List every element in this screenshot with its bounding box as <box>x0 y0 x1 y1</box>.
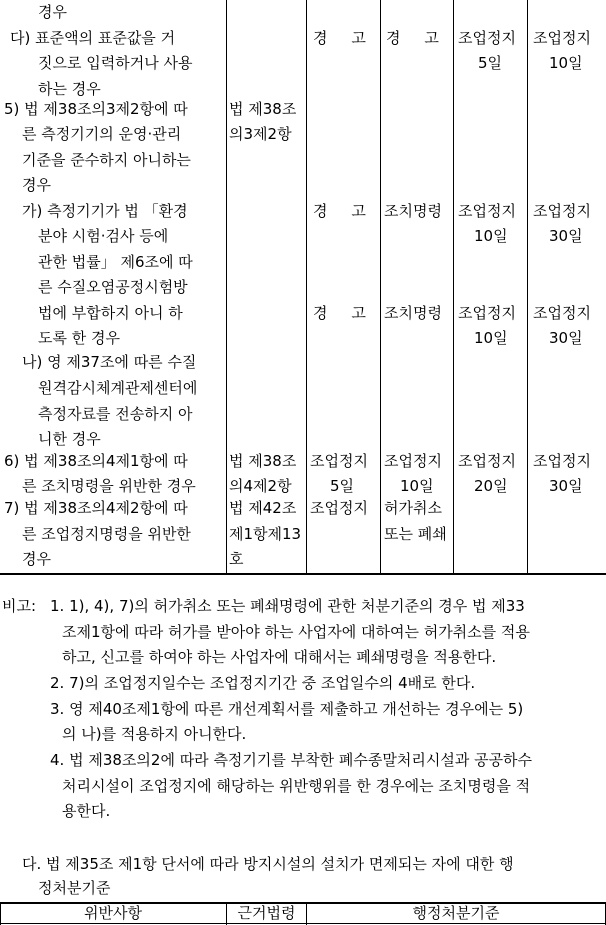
remark-line: 1. 1), 4), 7)의 허가취소 또는 폐쇄명령에 관한 처분기준의 경우 법 제33 <box>50 597 525 615</box>
penalty-2nd: 10일 <box>400 477 434 495</box>
penalty-4th: 10일 <box>549 54 583 72</box>
remark-line: 3. 영 제40조제1항에 따른 개선계획서를 제출하고 개선하는 경우에는 5) <box>50 700 524 718</box>
violation-line: 관한 법률」 제6조에 따 <box>38 253 193 271</box>
violation-line: 나) 영 제37조에 따른 수질 <box>22 353 197 371</box>
penalty-1st: 조업정지 <box>310 452 368 470</box>
section-title: 정처분기준 <box>38 879 111 897</box>
penalty-4th: 30일 <box>549 329 583 347</box>
header-violation: 위반사항 <box>84 904 142 922</box>
penalty-3rd: 조업정지 <box>458 304 516 322</box>
penalty-3rd: 조업정지 <box>458 29 516 47</box>
violation-line: 법에 부합하지 아니 하 <box>38 304 183 322</box>
law-ref: 법 제38조 <box>229 100 297 118</box>
violation-line: 기준을 준수하지 아니하는 <box>22 151 191 169</box>
violation-line: 7) 법 제38조의4제2항에 따 <box>4 499 188 517</box>
violation-line: 경우 <box>38 3 67 21</box>
penalty-2nd: 허가취소 <box>384 499 442 517</box>
remark-line: 하고, 신고를 하여야 하는 사업자에 대해서는 폐쇄명령을 적용한다. <box>62 648 497 666</box>
violation-line: 니한 경우 <box>38 430 101 448</box>
penalty-2nd: 경 고 <box>386 29 439 47</box>
penalty-1st: 경 고 <box>313 202 366 220</box>
violation-line: 른 측정기기의 운영·관리 <box>22 125 182 143</box>
remarks-label: 비고: <box>2 597 37 615</box>
table-col-line-2 <box>306 0 307 574</box>
section-title: 다. 법 제35조 제1항 단서에 따라 방지시설의 설치가 면제되는 자에 대한 행 <box>22 855 514 873</box>
penalty-4th: 조업정지 <box>533 304 591 322</box>
violation-line: 가) 측정기기가 법 「환경 <box>22 202 188 220</box>
penalty-3rd: 조업정지 <box>458 452 516 470</box>
remark-line: 처리시설이 조업정지에 해당하는 위반행위를 한 경우에는 조치명령을 적 <box>62 777 531 795</box>
table-col-line-5 <box>527 0 528 574</box>
violation-line: 른 조치명령을 위반한 경우 <box>22 477 196 495</box>
penalty-2nd: 조치명령 <box>384 202 442 220</box>
law-ref: 호 <box>229 550 244 568</box>
header-bottom-border <box>0 923 606 924</box>
penalty-3rd: 20일 <box>474 477 508 495</box>
header-penalty: 행정처분기준 <box>412 904 500 922</box>
violation-line: 분야 시험·검사 등에 <box>38 227 169 245</box>
violation-line: 원격감시체계관제센터에 <box>38 379 198 397</box>
violation-line: 른 수질오염공정시험방 <box>38 278 188 296</box>
penalty-3rd: 10일 <box>474 227 508 245</box>
penalty-2nd: 조치명령 <box>384 304 442 322</box>
remark-line: 2. 7)의 조업정지일수는 조업정지기간 중 조업일수의 4배로 한다. <box>50 674 476 692</box>
violation-line: 6) 법 제38조의4제1항에 따 <box>4 452 188 470</box>
law-ref: 법 제38조 <box>229 452 297 470</box>
penalty-3rd: 10일 <box>474 329 508 347</box>
penalty-4th: 조업정지 <box>533 452 591 470</box>
penalty-1st: 조업정지 <box>310 499 368 517</box>
penalty-1st: 경 고 <box>313 29 366 47</box>
violation-line: 짓으로 입력하거나 사용 <box>38 54 193 72</box>
law-ref: 의4제2항 <box>229 477 292 495</box>
law-ref: 법 제42조 <box>229 499 297 517</box>
penalty-4th: 30일 <box>549 477 583 495</box>
header-law: 근거법령 <box>237 904 296 922</box>
remark-line: 조제1항에 따라 허가를 받아야 하는 사업자에 대하여는 허가취소를 적용 <box>62 623 530 641</box>
violation-line: 경우 <box>22 550 51 568</box>
table-bottom-border <box>0 573 606 575</box>
remark-line: 4. 법 제38조의2에 따라 측정기기를 부착한 폐수종말처리시설과 공공하수 <box>50 751 533 769</box>
violation-line: 경우 <box>22 176 51 194</box>
penalty-4th: 조업정지 <box>533 29 591 47</box>
penalty-1st: 5일 <box>330 477 355 495</box>
table-col-line-3 <box>380 0 381 574</box>
violation-line: 측정자료를 전송하지 아 <box>38 405 193 423</box>
violation-line: 도록 한 경우 <box>38 329 120 347</box>
violation-line: 5) 법 제38조의3제2항에 따 <box>4 100 188 118</box>
law-ref: 의3제2항 <box>229 125 292 143</box>
law-ref: 제1항제13 <box>229 525 302 543</box>
violation-line: 다) 표준액의 표준값을 거 <box>10 29 176 47</box>
penalty-1st: 경 고 <box>313 304 366 322</box>
penalty-4th: 30일 <box>549 227 583 245</box>
penalty-3rd: 조업정지 <box>458 202 516 220</box>
remark-line: 용한다. <box>62 802 111 820</box>
penalty-4th: 조업정지 <box>533 202 591 220</box>
penalty-2nd: 또는 폐쇄 <box>384 525 447 543</box>
violation-line: 른 조업정지명령을 위반한 <box>22 525 191 543</box>
table-col-line-4 <box>453 0 454 574</box>
violation-line: 하는 경우 <box>38 80 101 98</box>
table-col-line-1 <box>226 0 227 574</box>
penalty-2nd: 조업정지 <box>384 452 442 470</box>
remark-line: 의 나)를 적용하지 아니한다. <box>62 725 247 743</box>
penalty-3rd: 5일 <box>478 54 503 72</box>
